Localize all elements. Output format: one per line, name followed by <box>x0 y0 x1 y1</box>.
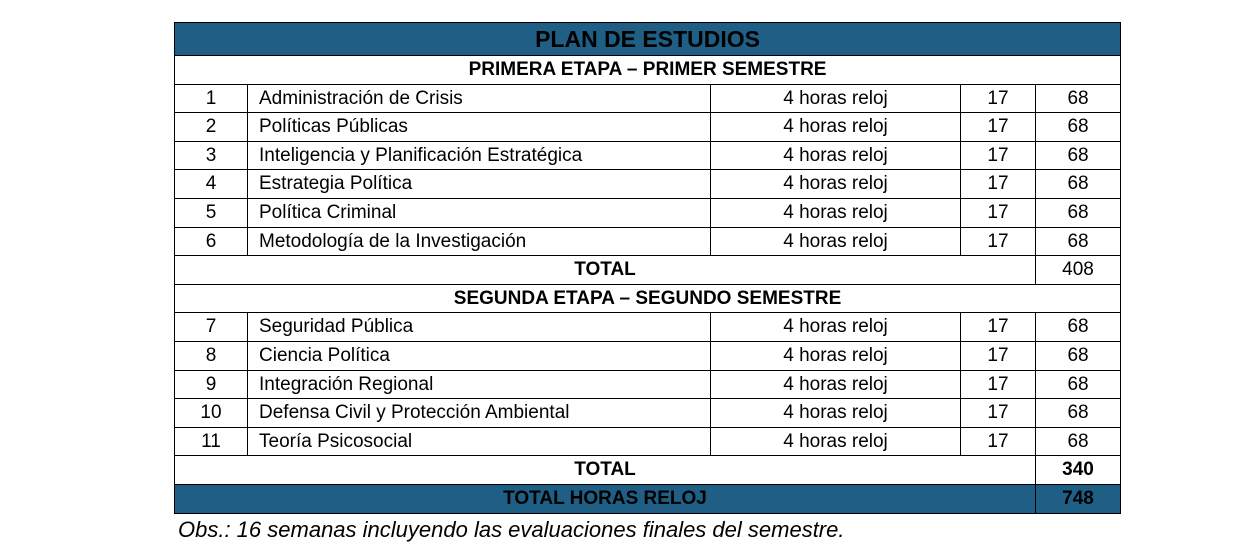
weekly-hours: 4 horas reloj <box>711 227 961 256</box>
stage2-total-label: TOTAL <box>175 456 1036 485</box>
row-number: 4 <box>175 170 248 199</box>
observation-note: Obs.: 16 semanas incluyendo las evaluaciones finales del semestre. <box>178 517 845 542</box>
subject-row <box>175 84 1121 113</box>
stage2-heading: SEGUNDA ETAPA – SEGUNDO SEMESTRE <box>175 284 1121 313</box>
weekly-hours: 4 horas reloj <box>711 170 961 199</box>
weekly-hours: 4 horas reloj <box>711 341 961 370</box>
subject-name: Política Criminal <box>248 198 711 227</box>
weekly-hours: 4 horas reloj <box>711 84 961 113</box>
subject-row <box>175 113 1121 142</box>
stage1-heading: PRIMERA ETAPA – PRIMER SEMESTRE <box>175 56 1121 85</box>
week-count: 17 <box>961 113 1036 142</box>
row-number: 2 <box>175 113 248 142</box>
total-hours: 68 <box>1036 399 1121 428</box>
subject-name: Integración Regional <box>248 370 711 399</box>
week-count: 17 <box>961 84 1036 113</box>
week-count: 17 <box>961 427 1036 456</box>
subject-name: Estrategia Política <box>248 170 711 199</box>
total-hours: 68 <box>1036 427 1121 456</box>
row-number: 3 <box>175 141 248 170</box>
row-number: 11 <box>175 427 248 456</box>
weekly-hours: 4 horas reloj <box>711 141 961 170</box>
weekly-hours: 4 horas reloj <box>711 427 961 456</box>
grand-total-row <box>175 484 1121 513</box>
subject-row <box>175 341 1121 370</box>
weekly-hours: 4 horas reloj <box>711 370 961 399</box>
stage2-heading-row <box>175 284 1121 313</box>
stage1-total-row <box>175 256 1121 285</box>
row-number: 9 <box>175 370 248 399</box>
weekly-hours: 4 horas reloj <box>711 399 961 428</box>
weekly-hours: 4 horas reloj <box>711 313 961 342</box>
week-count: 17 <box>961 198 1036 227</box>
subject-row <box>175 370 1121 399</box>
weekly-hours: 4 horas reloj <box>711 198 961 227</box>
row-number: 10 <box>175 399 248 428</box>
total-hours: 68 <box>1036 370 1121 399</box>
subject-row <box>175 198 1121 227</box>
stage2-total-row <box>175 456 1121 485</box>
total-hours: 68 <box>1036 141 1121 170</box>
total-hours: 68 <box>1036 227 1121 256</box>
row-number: 1 <box>175 84 248 113</box>
row-number: 7 <box>175 313 248 342</box>
subject-row <box>175 227 1121 256</box>
subject-name: Ciencia Política <box>248 341 711 370</box>
subject-name: Inteligencia y Planificación Estratégica <box>248 141 711 170</box>
stage1-total-label: TOTAL <box>175 256 1036 285</box>
title-row <box>175 23 1121 56</box>
subject-name: Políticas Públicas <box>248 113 711 142</box>
week-count: 17 <box>961 370 1036 399</box>
grand-total-value: 748 <box>1036 484 1121 513</box>
plan-title: PLAN DE ESTUDIOS <box>175 23 1121 56</box>
study-plan-body <box>175 23 1121 514</box>
subject-row <box>175 141 1121 170</box>
total-hours: 68 <box>1036 341 1121 370</box>
total-hours: 68 <box>1036 313 1121 342</box>
grand-total-label: TOTAL HORAS RELOJ <box>175 484 1036 513</box>
row-number: 5 <box>175 198 248 227</box>
study-plan-table <box>174 22 1121 514</box>
subject-name: Administración de Crisis <box>248 84 711 113</box>
week-count: 17 <box>961 227 1036 256</box>
subject-name: Metodología de la Investigación <box>248 227 711 256</box>
subject-row <box>175 170 1121 199</box>
week-count: 17 <box>961 170 1036 199</box>
stage1-total-value: 408 <box>1036 256 1121 285</box>
subject-name: Defensa Civil y Protección Ambiental <box>248 399 711 428</box>
subject-row <box>175 427 1121 456</box>
total-hours: 68 <box>1036 84 1121 113</box>
week-count: 17 <box>961 141 1036 170</box>
row-number: 6 <box>175 227 248 256</box>
row-number: 8 <box>175 341 248 370</box>
subject-row <box>175 399 1121 428</box>
stage2-total-value: 340 <box>1036 456 1121 485</box>
week-count: 17 <box>961 313 1036 342</box>
total-hours: 68 <box>1036 198 1121 227</box>
total-hours: 68 <box>1036 113 1121 142</box>
weekly-hours: 4 horas reloj <box>711 113 961 142</box>
total-hours: 68 <box>1036 170 1121 199</box>
subject-name: Teoría Psicosocial <box>248 427 711 456</box>
stage1-heading-row <box>175 56 1121 85</box>
subject-row <box>175 313 1121 342</box>
week-count: 17 <box>961 399 1036 428</box>
week-count: 17 <box>961 341 1036 370</box>
subject-name: Seguridad Pública <box>248 313 711 342</box>
